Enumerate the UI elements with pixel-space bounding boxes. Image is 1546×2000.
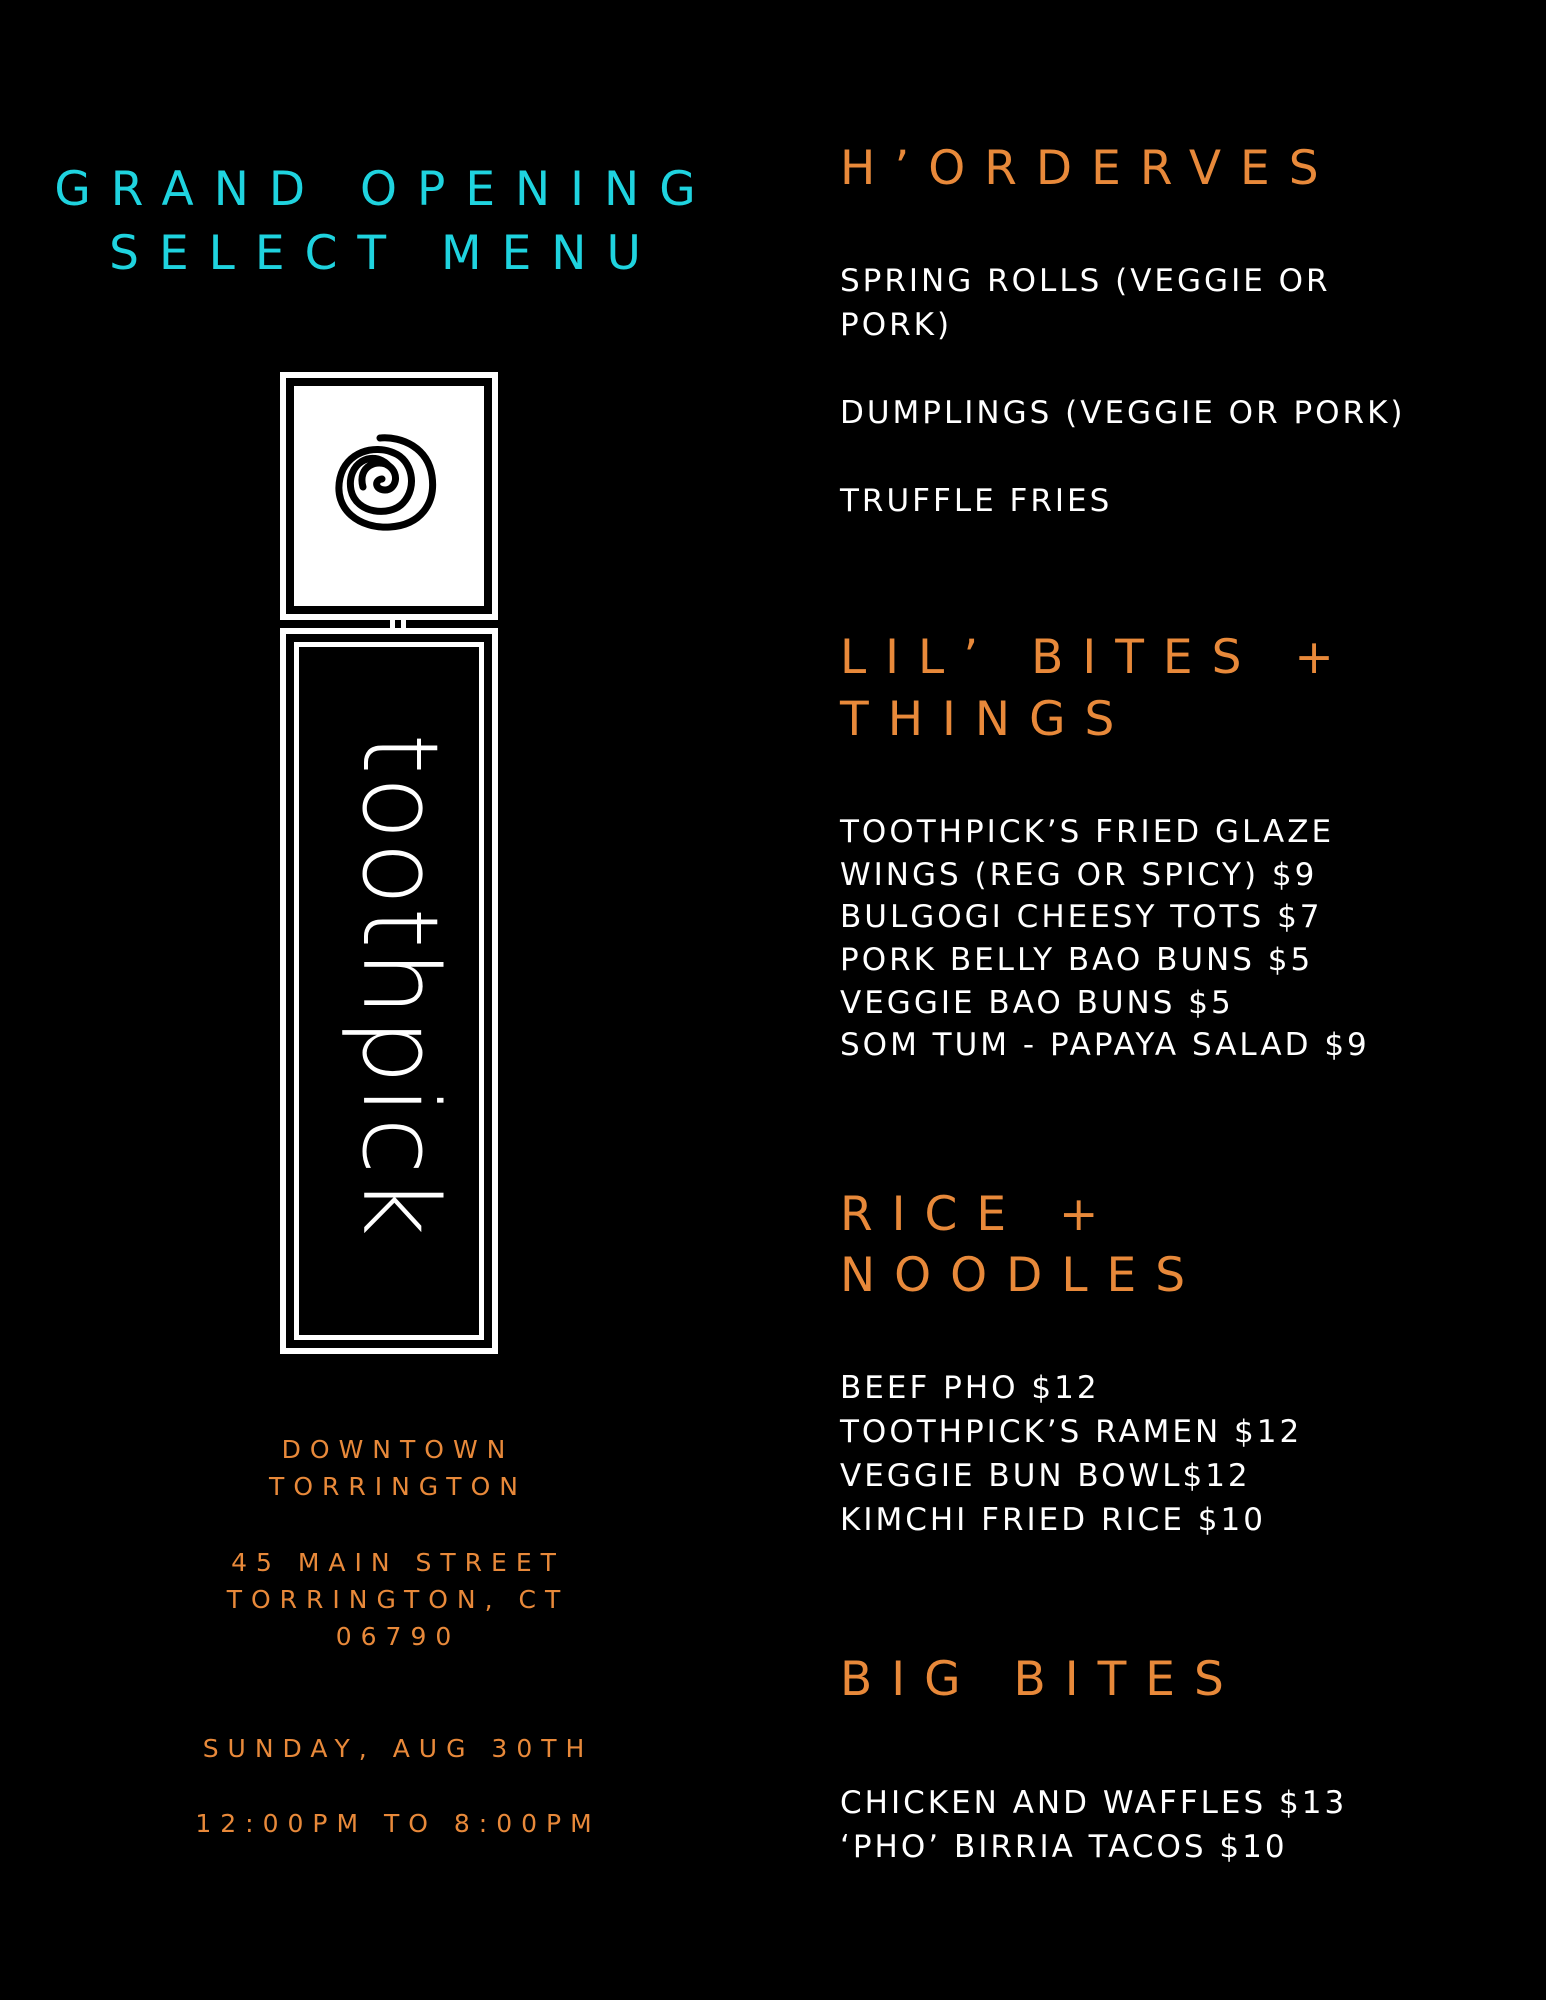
menu-item: PORK BELLY BAO BUNS $5 xyxy=(840,942,1314,978)
address-line-2: TORRINGTON, CT xyxy=(226,1585,570,1614)
title-line-2: SELECT MENU xyxy=(109,226,661,281)
menu-item: DUMPLINGS (VEGGIE OR PORK) xyxy=(840,395,1406,431)
menu-item: TRUFFLE FRIES xyxy=(840,483,1113,519)
menu-item: CHICKEN AND WAFFLES $13 xyxy=(840,1785,1348,1821)
menu-item: WINGS (REG OR SPICY) $9 xyxy=(840,857,1318,893)
section-heading-rice-2: NOODLES xyxy=(840,1248,1205,1303)
address-line-3: 06790 xyxy=(335,1622,461,1651)
section-heading-rice-1: RICE + xyxy=(840,1187,1118,1242)
menu-item: BEEF PHO $12 xyxy=(840,1370,1100,1406)
section-heading-lil-bites-2: THINGS xyxy=(840,692,1134,747)
menu-item: SPRING ROLLS (VEGGIE OR xyxy=(840,263,1331,299)
menu-item: TOOTHPICK’S FRIED GLAZE xyxy=(840,814,1335,850)
event-date: SUNDAY, AUG 30TH xyxy=(202,1734,594,1763)
menu-item: KIMCHI FRIED RICE $10 xyxy=(840,1502,1266,1538)
spiral-icon xyxy=(294,386,484,606)
logo-wordmark: toothpick xyxy=(339,733,461,1239)
menu-item: SOM TUM - PAPAYA SALAD $9 xyxy=(840,1027,1370,1063)
logo-top-box xyxy=(280,372,498,620)
title-line-1: GRAND OPENING xyxy=(54,162,716,217)
menu-item: ‘PHO’ BIRRIA TACOS $10 xyxy=(840,1829,1288,1865)
menu-item: VEGGIE BAO BUNS $5 xyxy=(840,985,1234,1021)
menu-item: VEGGIE BUN BOWL$12 xyxy=(840,1458,1251,1494)
location-line-2: TORRINGTON xyxy=(269,1472,527,1501)
section-heading-big-bites: BIG BITES xyxy=(840,1652,1243,1707)
section-heading-hors: H’ORDERVES xyxy=(840,141,1338,196)
menu-item: BULGOGI CHEESY TOTS $7 xyxy=(840,899,1323,935)
menu-item: PORK) xyxy=(840,307,953,343)
address-line-1: 45 MAIN STREET xyxy=(231,1548,565,1577)
section-heading-lil-bites-1: LIL’ BITES + xyxy=(840,630,1353,685)
menu-item: TOOTHPICK’S RAMEN $12 xyxy=(840,1414,1303,1450)
event-hours: 12:00PM TO 8:00PM xyxy=(195,1809,601,1838)
location-line-1: DOWNTOWN xyxy=(281,1435,515,1464)
